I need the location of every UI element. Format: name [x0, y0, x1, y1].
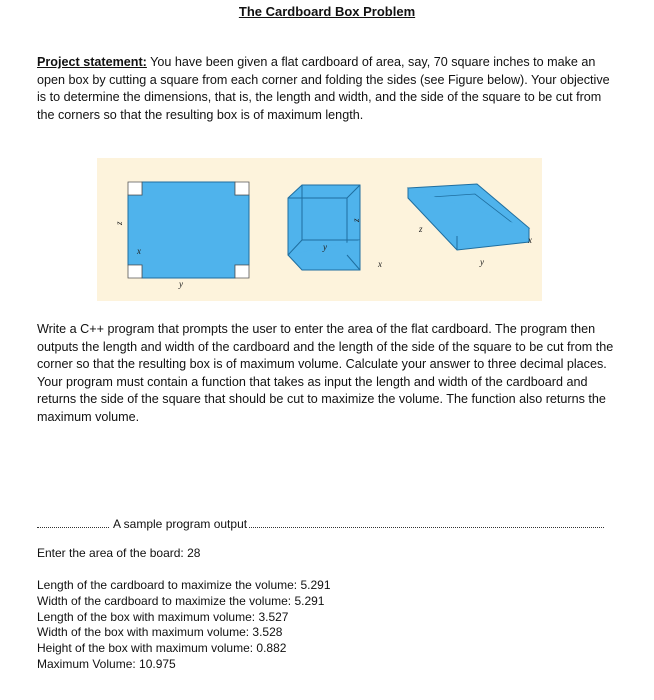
sample-output-heading: A sample program output [113, 517, 248, 531]
divider-dots-left [37, 519, 109, 528]
project-statement-text: You have been given a flat cardboard of area, say, 70 square inches to make an open box by cutting a square from each corner and folding the sides (see Figure below). Your objective is to determine the dimensions, that is, the length and width, and the side of the square to be cut from the corners so that the resulting box is of maximum length. [37, 55, 610, 122]
flat-label-x: x [137, 246, 141, 256]
figure-drawing [97, 158, 542, 301]
divider-dots-right [249, 519, 604, 528]
task-description: Write a C++ program that prompts the user to enter the area of the flat cardboard. The program then outputs the length and width of the cardboard and the length of the side of the square to be cut from the corner so that the resulting box is of maximum volume. Calculate your answer to three decimal places. Your program must contain a function that takes as input the length and width of the cardboard and returns the side of the square that should be cut to maximize the volume. The function also returns the maximum volume. [37, 322, 614, 424]
finished-box-shape [408, 184, 532, 267]
flat-label-y: y [179, 279, 183, 289]
finished-label-z: z [419, 224, 423, 234]
folding-label-z: z [351, 218, 361, 222]
result-line: Maximum Volume: 10.975 [37, 656, 176, 671]
sample-results [37, 578, 331, 673]
result-line: Width of the box with maximum volume: 3.528 [37, 625, 283, 640]
result-line: Length of the box with maximum volume: 3.527 [37, 609, 289, 624]
project-statement [37, 54, 617, 124]
sample-prompt-line: Enter the area of the board: 28 [37, 546, 201, 560]
cardboard-box-figure [97, 158, 542, 301]
folding-label-x: x [378, 259, 382, 269]
finished-label-x: x [528, 235, 532, 245]
flat-cardboard-shape [114, 182, 249, 289]
flat-label-z: z [114, 221, 124, 225]
result-line: Height of the box with maximum volume: 0.882 [37, 641, 287, 656]
sample-output-divider [37, 517, 604, 531]
result-line: Width of the cardboard to maximize the volume: 5.291 [37, 593, 325, 608]
folding-box-shape [288, 185, 382, 270]
result-line: Length of the cardboard to maximize the volume: 5.291 [37, 578, 331, 592]
project-statement-lead: Project statement: [37, 55, 147, 69]
finished-label-y: y [480, 257, 484, 267]
document-title: The Cardboard Box Problem [238, 4, 416, 19]
folding-label-y: y [323, 242, 327, 252]
